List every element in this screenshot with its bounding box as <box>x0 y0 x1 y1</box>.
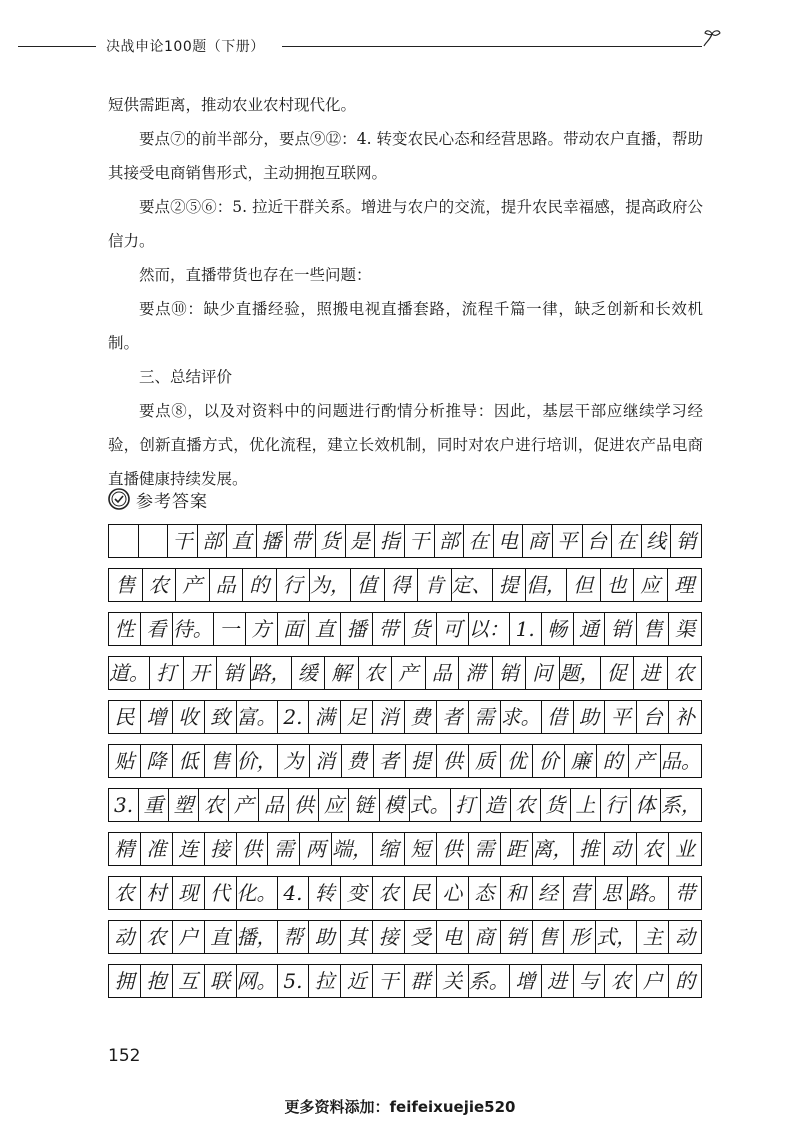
grid-cell: 看 <box>141 613 173 645</box>
grid-cell: 得 <box>385 569 419 601</box>
grid-cell: 农 <box>359 657 393 689</box>
grid-cell: 态 <box>469 877 501 909</box>
grid-cell: 品 <box>426 657 460 689</box>
section-heading: 三、总结评价 <box>139 368 233 386</box>
grid-cell: 帮 <box>278 921 310 953</box>
grid-cell: 化。 <box>237 877 278 909</box>
grid-cell: 低 <box>173 745 205 777</box>
grid-cell: 民 <box>109 701 141 733</box>
grid-cell: 播 <box>257 525 287 557</box>
grid-cell: 补 <box>675 705 696 729</box>
grid-cell: 拉 <box>309 965 341 997</box>
grid-cell: 系。 <box>469 965 510 997</box>
grid-row <box>108 612 702 646</box>
grid-cell: 行 <box>601 789 631 821</box>
grid-cell: 致 <box>205 701 237 733</box>
grid-cell: 产 <box>229 789 259 821</box>
grid-cell: 求。 <box>501 701 542 733</box>
grid-cell: 平 <box>553 525 583 557</box>
grid-cell: 关 <box>437 965 469 997</box>
grid-cell: 4. <box>278 877 310 909</box>
grid-cell: 消 <box>373 701 405 733</box>
grid-cell: 1. <box>510 613 542 645</box>
grid-cell: 增 <box>510 965 542 997</box>
grid-cell: 部 <box>198 525 228 557</box>
grid-cell: 售 <box>637 613 669 645</box>
grid-cell: 供 <box>237 833 269 865</box>
grid-cell: 销 <box>605 613 637 645</box>
grid-cell: 直 <box>205 921 237 953</box>
grid-cell: 需 <box>469 701 501 733</box>
grid-cell: 畅 <box>542 613 574 645</box>
grid-cell: 供 <box>289 789 319 821</box>
grid-cell: 品 <box>259 789 289 821</box>
grid-cell: 价， <box>237 745 278 777</box>
grid-cell: 供 <box>437 833 469 865</box>
grid-cell: 的 <box>675 969 696 993</box>
grid-cell: 性 <box>109 613 141 645</box>
grid-row <box>108 876 702 910</box>
grid-cell: 收 <box>173 701 205 733</box>
grid-cell: 3. <box>109 789 139 821</box>
grid-cell: 线 <box>642 525 672 557</box>
grid-cell: 贴 <box>109 745 141 777</box>
grid-cell: 需 <box>469 833 501 865</box>
grid-cell: 助 <box>309 921 341 953</box>
grid-cell: 干 <box>373 965 405 997</box>
grid-cell: 廉 <box>565 745 597 777</box>
grid-cell: 进 <box>634 657 668 689</box>
grid-cell: 渠 <box>675 617 696 641</box>
grid-cell: 部 <box>435 525 465 557</box>
grid-cell: 销 <box>493 657 527 689</box>
grid-cell: 距 <box>501 833 533 865</box>
paragraph: 短供需距离，推动农业农村现代化。 <box>108 96 357 114</box>
grid-cell: 营 <box>564 877 596 909</box>
grid-row <box>108 524 702 558</box>
grid-cell <box>109 525 139 557</box>
grid-cell: 上 <box>571 789 601 821</box>
paragraph: 要点②⑤⑥：5. 拉近干群关系。增进与农户的交流，提升农民幸福感，提高政府公信力。 <box>108 198 703 250</box>
grid-cell: 打 <box>150 657 184 689</box>
grid-cell: 农 <box>141 921 173 953</box>
grid-cell: 农 <box>109 877 141 909</box>
grid-cell: 网。 <box>237 965 278 997</box>
grid-cell: 联 <box>205 965 237 997</box>
grid-cell: 式。 <box>410 789 451 821</box>
grid-cell: 直 <box>227 525 257 557</box>
grid-cell: 现 <box>173 877 205 909</box>
grid-cell: 为 <box>278 745 310 777</box>
grid-cell: 直 <box>309 613 341 645</box>
grid-cell: 值 <box>351 569 385 601</box>
grid-cell: 指 <box>375 525 405 557</box>
grid-cell: 接 <box>205 833 237 865</box>
grid-cell: 拥 <box>109 965 141 997</box>
grid-cell: 动 <box>605 833 637 865</box>
grid-cell: 干 <box>168 525 198 557</box>
grid-cell: 者 <box>374 745 406 777</box>
grid-cell: 干 <box>405 525 435 557</box>
grid-cell: 在 <box>464 525 494 557</box>
grid-cell: 体 <box>631 789 661 821</box>
grid-cell: 的 <box>597 745 629 777</box>
grid-cell: 满 <box>309 701 341 733</box>
grid-cell: 为， <box>310 569 351 601</box>
grid-cell: 品。 <box>661 749 701 773</box>
grid-cell: 系， <box>660 793 701 817</box>
grid-cell: 转 <box>309 877 341 909</box>
grid-cell: 销 <box>217 657 251 689</box>
grid-cell: 理 <box>674 573 695 597</box>
grid-cell: 连 <box>173 833 205 865</box>
grid-cell: 提 <box>493 569 527 601</box>
grid-cell: 动 <box>675 925 696 949</box>
grid-cell: 销 <box>676 529 697 553</box>
paragraph: 然而，直播带货也存在一些问题： <box>139 266 372 284</box>
grid-cell: 但 <box>567 569 601 601</box>
grid-cell: 农 <box>605 965 637 997</box>
grid-cell: 者 <box>437 701 469 733</box>
grid-cell: 产 <box>629 745 661 777</box>
reference-badge-icon <box>108 488 130 510</box>
grid-cell: 2. <box>278 701 310 733</box>
grid-row <box>108 920 702 954</box>
footer-note: 更多资料添加：feifeixuejie520 <box>284 1098 516 1116</box>
grid-cell: 形 <box>564 921 596 953</box>
grid-cell: 农 <box>373 877 405 909</box>
grid-cell: 业 <box>675 837 696 861</box>
grid-cell: 群 <box>405 965 437 997</box>
grid-cell: 质 <box>469 745 501 777</box>
page-number: 152 <box>108 1046 141 1066</box>
grid-cell: 户 <box>637 965 669 997</box>
grid-cell: 在 <box>612 525 642 557</box>
grid-cell: 促 <box>601 657 635 689</box>
grid-cell: 离， <box>533 833 574 865</box>
grid-cell: 带 <box>675 881 696 905</box>
grid-cell: 播 <box>341 613 373 645</box>
grid-cell: 肯 <box>418 569 452 601</box>
grid-cell: 推 <box>574 833 606 865</box>
grid-cell: 村 <box>141 877 173 909</box>
grid-cell: 的 <box>243 569 277 601</box>
grid-cell: 缩 <box>373 833 405 865</box>
grid-cell: 产 <box>392 657 426 689</box>
grid-cell: 供 <box>437 745 469 777</box>
book-title: 决战申论100题（下册） <box>106 39 265 55</box>
grid-cell: 主 <box>637 921 669 953</box>
grid-cell: 题， <box>560 657 601 689</box>
paragraph: 要点⑩：缺少直播经验，照搬电视直播套路，流程千篇一律，缺乏创新和长效机制。 <box>108 300 703 352</box>
grid-cell: 其 <box>341 921 373 953</box>
grid-cell: 消 <box>310 745 342 777</box>
grid-cell: 待。 <box>173 613 214 645</box>
grid-cell: 借 <box>542 701 574 733</box>
grid-cell: 商 <box>469 921 501 953</box>
grid-cell <box>139 525 169 557</box>
grid-cell: 电 <box>494 525 524 557</box>
grid-cell: 带 <box>287 525 317 557</box>
grid-cell: 需 <box>268 833 300 865</box>
grid-cell: 播， <box>237 921 278 953</box>
grid-cell: 与 <box>574 965 606 997</box>
grid-cell: 售 <box>109 569 143 601</box>
sprout-icon <box>700 28 728 50</box>
grid-row <box>108 832 702 866</box>
grid-cell: 货 <box>541 789 571 821</box>
grid-cell: 两 <box>300 833 332 865</box>
grid-cell: 品 <box>210 569 244 601</box>
grid-cell: 开 <box>184 657 218 689</box>
grid-row <box>108 568 702 602</box>
grid-cell: 电 <box>437 921 469 953</box>
header-rule-left <box>18 46 96 47</box>
grid-cell: 足 <box>341 701 373 733</box>
grid-cell: 农 <box>511 789 541 821</box>
grid-cell: 和 <box>501 877 533 909</box>
grid-cell: 提 <box>406 745 438 777</box>
grid-cell: 增 <box>141 701 173 733</box>
grid-cell: 打 <box>451 789 481 821</box>
grid-cell: 货 <box>405 613 437 645</box>
grid-cell: 路， <box>251 657 292 689</box>
grid-cell: 应 <box>319 789 349 821</box>
grid-cell: 模 <box>380 789 410 821</box>
grid-cell: 价 <box>533 745 565 777</box>
grid-cell: 平 <box>605 701 637 733</box>
grid-cell: 式， <box>596 921 637 953</box>
grid-cell: 动 <box>109 921 141 953</box>
grid-cell: 优 <box>501 745 533 777</box>
grid-cell: 助 <box>574 701 606 733</box>
grid-cell: 费 <box>405 701 437 733</box>
answer-grid <box>108 524 702 1008</box>
grid-cell: 经 <box>533 877 565 909</box>
grid-cell: 通 <box>574 613 606 645</box>
grid-cell: 富。 <box>237 701 278 733</box>
grid-cell: 售 <box>205 745 237 777</box>
grid-cell: 塑 <box>169 789 199 821</box>
grid-cell: 抱 <box>141 965 173 997</box>
reference-answer-heading <box>108 484 208 514</box>
header-rule-right <box>282 46 702 47</box>
running-header <box>18 36 718 56</box>
grid-cell: 台 <box>637 701 669 733</box>
grid-cell: 降 <box>141 745 173 777</box>
grid-cell: 精 <box>109 833 141 865</box>
grid-cell: 道。 <box>109 657 150 689</box>
grid-cell: 路。 <box>628 877 669 909</box>
body-text <box>108 88 703 496</box>
grid-cell: 定、 <box>452 569 493 601</box>
grid-cell: 思 <box>596 877 628 909</box>
grid-cell: 以： <box>469 613 510 645</box>
grid-cell: 进 <box>542 965 574 997</box>
grid-cell: 带 <box>373 613 405 645</box>
grid-cell: 民 <box>405 877 437 909</box>
grid-cell: 可 <box>437 613 469 645</box>
grid-cell: 农 <box>199 789 229 821</box>
grid-cell: 农 <box>674 661 695 685</box>
grid-cell: 准 <box>141 833 173 865</box>
grid-cell: 心 <box>437 877 469 909</box>
grid-cell: 互 <box>173 965 205 997</box>
grid-cell: 接 <box>373 921 405 953</box>
grid-cell: 短 <box>405 833 437 865</box>
grid-cell: 缓 <box>292 657 326 689</box>
grid-cell: 造 <box>481 789 511 821</box>
grid-cell: 应 <box>634 569 668 601</box>
grid-cell: 链 <box>349 789 379 821</box>
grid-cell: 商 <box>523 525 553 557</box>
grid-cell: 受 <box>405 921 437 953</box>
grid-cell: 一 <box>214 613 246 645</box>
grid-cell: 户 <box>173 921 205 953</box>
grid-row <box>108 656 702 690</box>
grid-cell: 行 <box>277 569 311 601</box>
grid-cell: 售 <box>533 921 565 953</box>
grid-cell: 问 <box>526 657 560 689</box>
grid-cell: 产 <box>176 569 210 601</box>
grid-cell: 重 <box>139 789 169 821</box>
grid-cell: 农 <box>143 569 177 601</box>
grid-row <box>108 700 702 734</box>
grid-cell: 代 <box>205 877 237 909</box>
grid-cell: 解 <box>325 657 359 689</box>
grid-row <box>108 964 702 998</box>
paragraph: 要点⑧，以及对资料中的问题进行酌情分析推导：因此，基层干部应继续学习经验，创新直播方式，优化流程，建立长效机制，同时对农户进行培训，促进农产品电商直播健康持续发展。 <box>108 402 703 488</box>
grid-cell: 费 <box>342 745 374 777</box>
grid-cell: 倡， <box>526 569 567 601</box>
paragraph: 要点⑦的前半部分，要点⑨⑫：4. 转变农民心态和经营思路。带动农户直播，帮助其接受电商销售形式，主动拥抱互联网。 <box>108 130 703 182</box>
grid-cell: 台 <box>583 525 613 557</box>
reference-answer-title: 参考答案 <box>136 491 208 512</box>
grid-cell: 5. <box>278 965 310 997</box>
grid-cell: 农 <box>637 833 669 865</box>
grid-cell: 也 <box>601 569 635 601</box>
grid-cell: 滞 <box>459 657 493 689</box>
grid-cell: 变 <box>341 877 373 909</box>
grid-cell: 近 <box>341 965 373 997</box>
grid-cell: 货 <box>316 525 346 557</box>
grid-cell: 是 <box>346 525 376 557</box>
grid-cell: 面 <box>278 613 310 645</box>
grid-row <box>108 744 702 778</box>
grid-cell: 方 <box>246 613 278 645</box>
grid-cell: 销 <box>501 921 533 953</box>
grid-cell: 端， <box>332 833 373 865</box>
grid-row <box>108 788 702 822</box>
